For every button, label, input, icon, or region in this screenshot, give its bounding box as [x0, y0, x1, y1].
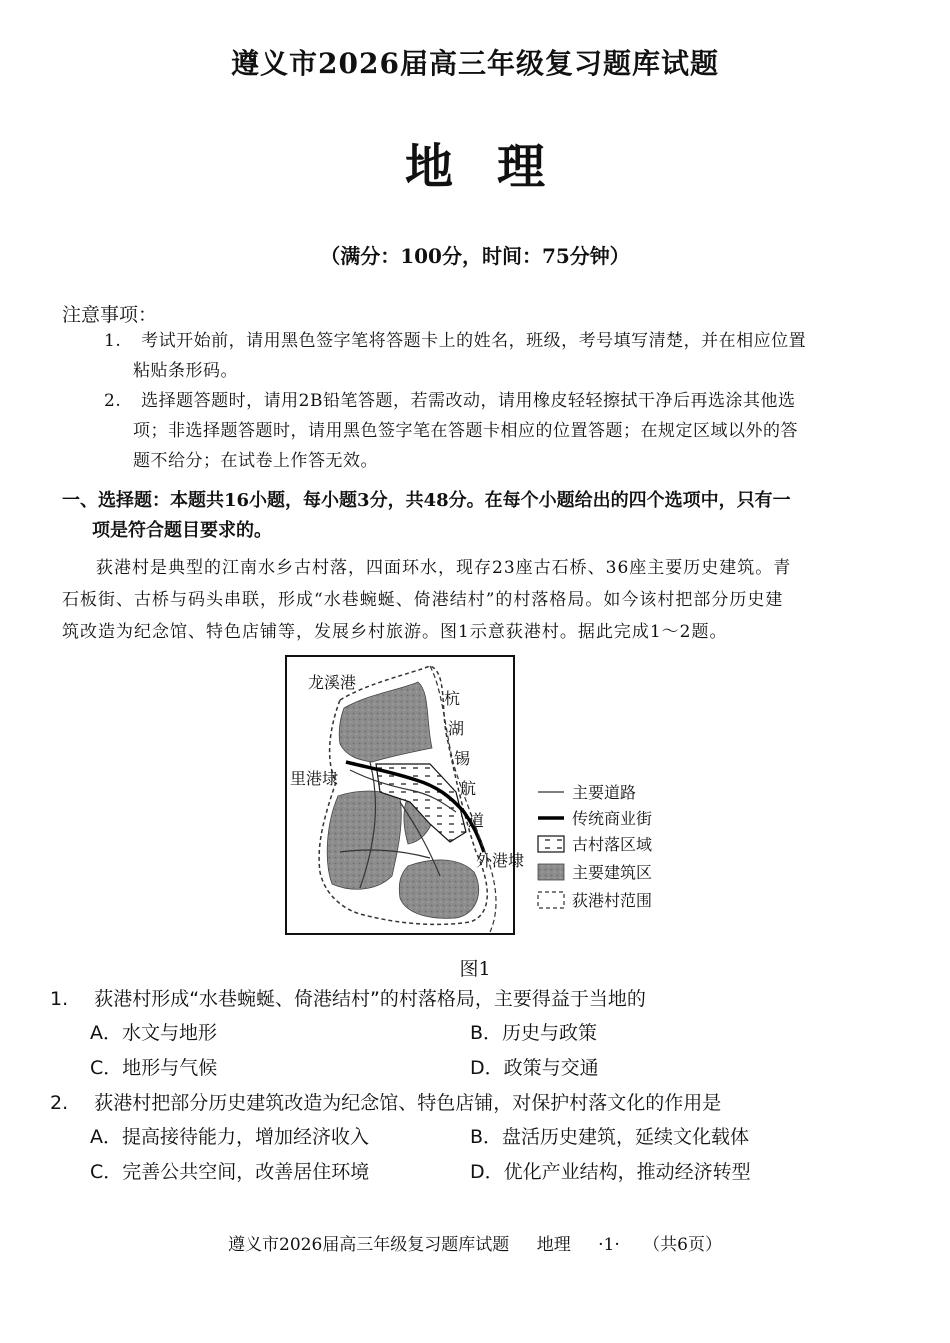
footer-page-number: ·1· — [598, 1235, 620, 1255]
building-area-southeast — [399, 860, 478, 918]
figure-caption: 图1 — [459, 958, 491, 980]
legend-label-old-village: 古村落区域 — [572, 835, 653, 854]
notice-item-text: 选择题答题时，请用2B铅笔答题，若需改动，请用橡皮轻轻擦拭干净后再选涂其他选 — [141, 391, 796, 411]
notice-item-number: 2. — [104, 391, 122, 411]
label-canal-2: 湖 — [448, 719, 465, 738]
label-waigang: 外港埭 — [476, 851, 525, 870]
legend-symbol-boundary — [538, 892, 564, 908]
notice-heading: 注意事项： — [62, 304, 158, 326]
map-legend — [538, 783, 652, 910]
section-heading-line2: 项是符合题目要求的。 — [92, 520, 272, 541]
label-canal-4: 航 — [460, 779, 477, 798]
notice-item-1-cont: 粘贴条形码。 — [133, 361, 238, 381]
legend-label-building: 主要建筑区 — [572, 863, 653, 882]
option-2c: C．完善公共空间，改善居住环境 — [90, 1161, 370, 1183]
question-stem: 荻港村形成“水巷蜿蜒、倚港结村”的村落格局，主要得益于当地的 — [94, 988, 646, 1010]
passage-line-2: 石板街、古桥与码头串联，形成“水巷蜿蜒、倚港结村”的村落格局。如今该村把部分历史建 — [62, 590, 784, 610]
option-2a: A．提高接待能力，增加经济收入 — [90, 1126, 369, 1148]
legend-symbol-building — [538, 864, 564, 880]
notice-item-1 — [104, 326, 904, 356]
footer-subject: 地理 — [536, 1235, 571, 1255]
question-2 — [50, 1088, 721, 1115]
legend-label-road: 主要道路 — [572, 783, 637, 802]
question-number: 1. — [50, 988, 69, 1010]
section-heading — [62, 486, 902, 546]
label-canal-5: 道 — [468, 811, 485, 830]
subject-title: 地理 — [404, 139, 589, 195]
passage-line-3: 筑改造为纪念馆、特色店铺等，发展乡村旅游。图1示意荻港村。据此完成1～2题。 — [62, 622, 728, 642]
option-1d: D．政策与交通 — [470, 1057, 599, 1079]
footer-total-pages: （共6页） — [643, 1235, 722, 1255]
village-map-figure — [280, 652, 680, 942]
option-2d: D．优化产业结构，推动经济转型 — [470, 1161, 751, 1183]
option-2b: B．盘活历史建筑，延续文化载体 — [470, 1126, 750, 1148]
label-canal-1: 杭 — [444, 689, 461, 708]
passage-line-1: 荻港村是典型的江南水乡古村落，四面环水，现存23座古石桥、36座主要历史建筑。青 — [96, 558, 792, 578]
label-ligang: 里港埭 — [290, 769, 339, 788]
option-1c: C．地形与气候 — [90, 1057, 218, 1079]
label-longxi: 龙溪港 — [308, 673, 357, 692]
legend-label-commercial: 传统商业街 — [572, 809, 653, 828]
question-stem: 荻港村把部分历史建筑改造为纪念馆、特色店铺，对保护村落文化的作用是 — [94, 1092, 722, 1114]
option-1b: B．历史与政策 — [470, 1022, 598, 1044]
notice-item-2-cont: 项；非选择题答题时，请用黑色签字笔在答题卡相应的位置答题；在规定区域以外的答 — [133, 421, 798, 441]
legend-label-boundary: 荻港村范围 — [572, 891, 653, 910]
exam-title: 遵义市2026届高三年级复习题库试题 — [231, 47, 719, 80]
notice-item-2 — [104, 386, 904, 416]
option-1a: A．水文与地形 — [90, 1022, 217, 1044]
section-heading-line1: 一、选择题：本题共16小题，每小题3分，共48分。在每个小题给出的四个选项中，只有一 — [62, 490, 791, 511]
page-footer — [0, 1230, 950, 1255]
score-time-line: （满分：100分，时间：75分钟） — [320, 244, 630, 268]
notice-item-2-cont2: 题不给分；在试卷上作答无效。 — [133, 451, 378, 471]
question-1 — [50, 984, 646, 1011]
label-canal-3: 锡 — [454, 749, 471, 768]
question-number: 2. — [50, 1092, 69, 1114]
legend-symbol-old-village — [538, 836, 564, 852]
notice-item-text: 考试开始前，请用黑色签字笔将答题卡上的姓名，班级，考号填写清楚，并在相应位置 — [141, 331, 807, 351]
footer-title: 遵义市2026届高三年级复习题库试题 — [228, 1235, 510, 1255]
notice-item-number: 1. — [104, 331, 122, 351]
